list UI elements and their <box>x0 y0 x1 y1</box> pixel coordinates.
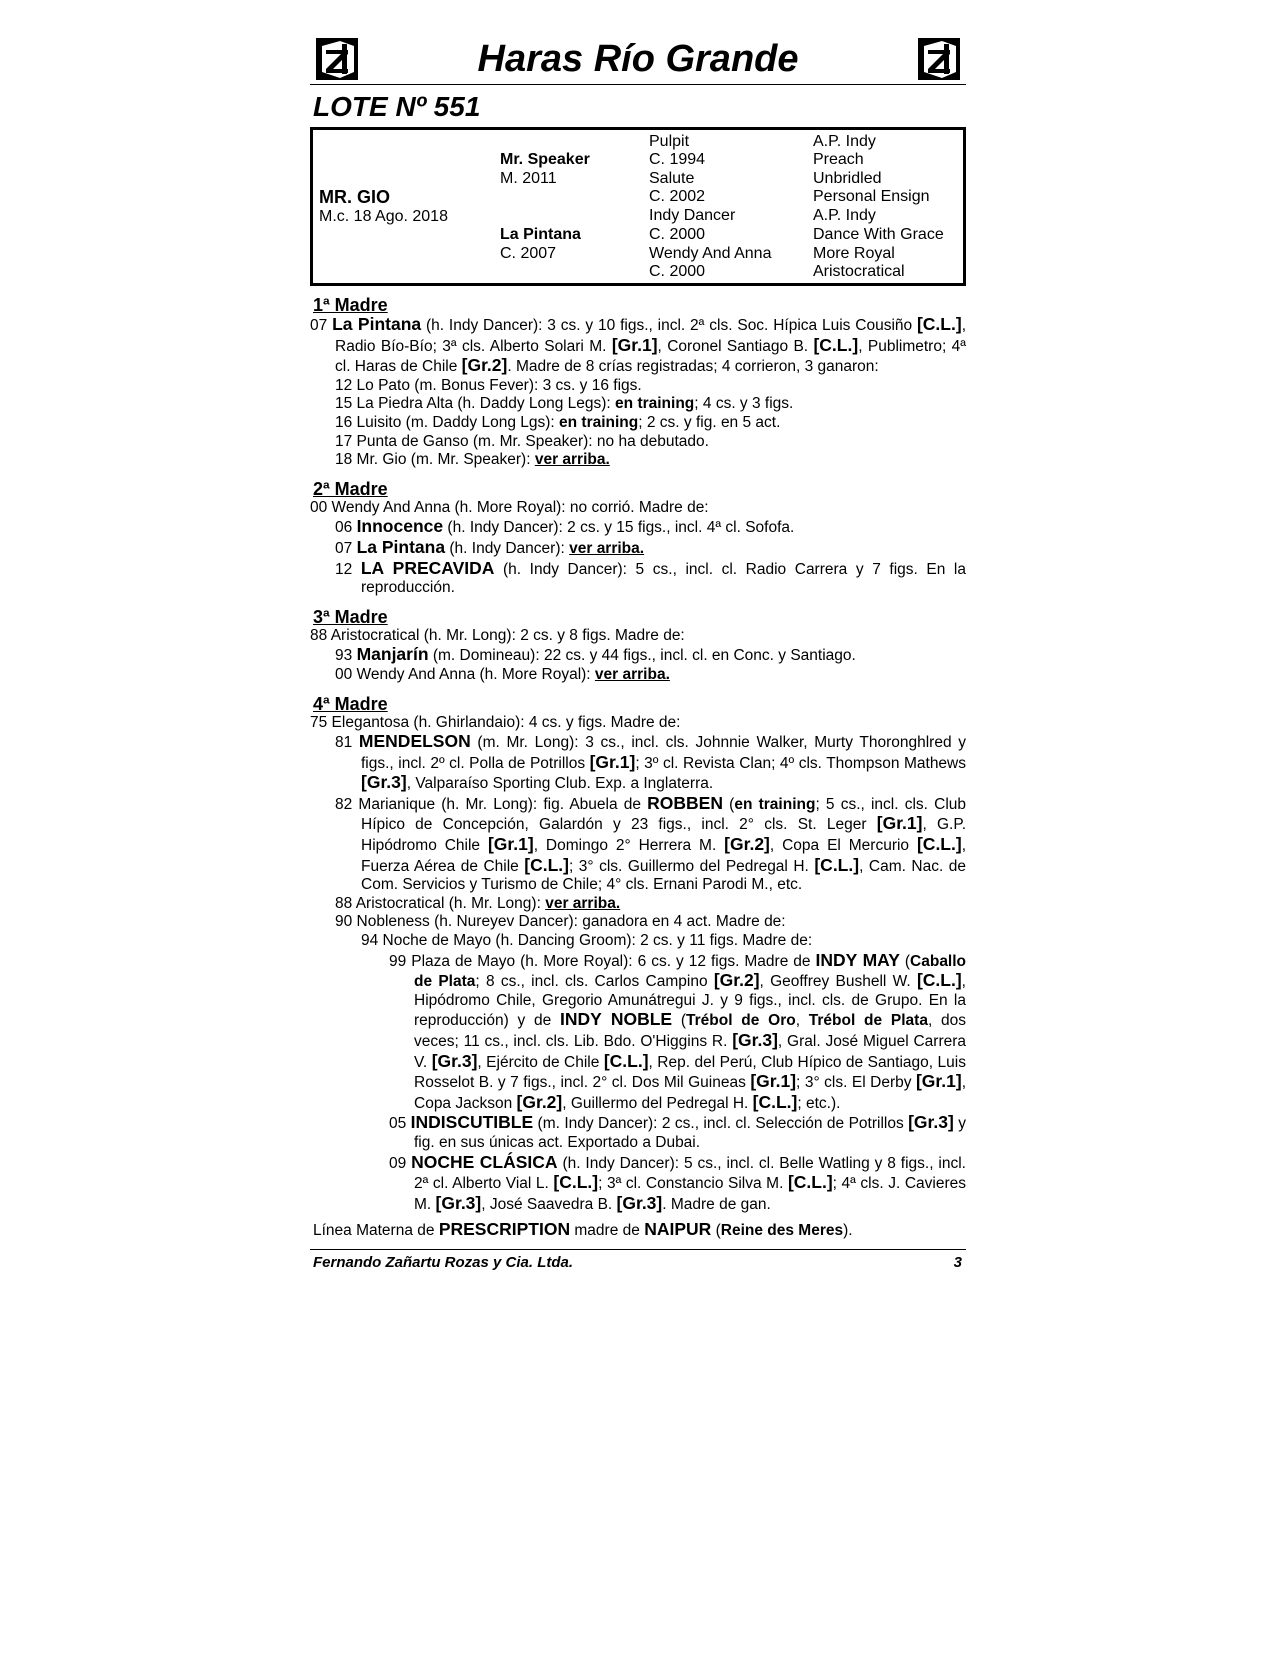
page-title: Haras Río Grande <box>477 38 799 80</box>
offspring-entry: 18 Mr. Gio (m. Mr. Speaker): ver arriba. <box>335 451 610 469</box>
ped-gen2: Pulpit <box>649 133 690 150</box>
section-fourth-dam <box>310 694 966 1215</box>
grand-offspring-entry: 94 Noche de Mayo (h. Dancing Groom): 2 cs. y 11 figs. Madre de: <box>361 932 813 950</box>
page-number: 3 <box>953 1253 962 1271</box>
dam-info: C. 2007 <box>500 245 557 262</box>
ped-gen2: C. 2000 <box>649 263 706 280</box>
section-heading: 4ª Madre <box>313 693 388 714</box>
offspring-entry: 07 La Pintana (h. Indy Dancer): ver arriba. <box>335 536 645 557</box>
maternal-line: Línea Materna de PRESCRIPTION madre de NAIPUR (Reine des Meres). <box>313 1219 853 1240</box>
great-grand-offspring-entry: 99 Plaza de Mayo (h. More Royal): 6 cs. y 12 figs. Madre de INDY MAY (Caballo de Plata; 8 cs., incl. cls. Carlos Campino [Gr.2], Geoffrey Bushell W. [C.L.], Hipódromo Chile, Gregorio Amunátregui J. y 9 figs., incl. cls. de Grupo. En la reproducción) y de INDY NOBLE (Trébol de Oro, Trébol de Plata, dos veces; 11 cs., incl. cls. Lib. Bdo. O'Higgins R. [Gr.3], Gral. José Miguel Carrera V. [Gr.3], Ejército de Chile [C.L.], Rep. del Perú, Club Hípico de Santiago, Luis Rosselot B. y 7 figs., incl. 2° cl. Dos Mil Guineas [Gr.1]; 3° cls. El Derby [Gr.1], Copa Jackson [Gr.2], Guillermo del Pedregal H. [C.L.]; etc.). <box>389 949 967 1112</box>
ped-gen3: More Royal <box>813 245 895 262</box>
ped-gen3: Aristocratical <box>813 263 905 280</box>
offspring-entry: 12 LA PRECAVIDA (h. Indy Dancer): 5 cs., incl. cl. Radio Carrera y 7 figs. En la reproducción. <box>335 557 967 597</box>
catalog-page <box>310 34 966 1274</box>
offspring-entry: 90 Nobleness (h. Nureyev Dancer): ganadora en 4 act. Madre de: <box>335 913 786 931</box>
offspring-entry: 93 Manjarín (m. Domineau): 22 cs. y 44 figs., incl. cl. en Conc. y Santiago. <box>335 644 856 665</box>
section-first-dam <box>310 295 966 470</box>
offspring-entry: 88 Aristocratical (h. Mr. Long): ver arriba. <box>335 894 621 912</box>
ped-gen3: Preach <box>813 151 864 168</box>
dam-name: La Pintana <box>500 226 581 243</box>
section-second-dam <box>310 479 966 598</box>
ped-gen3: Personal Ensign <box>813 188 930 205</box>
great-grand-offspring-entry: 09 NOCHE CLÁSICA (h. Indy Dancer): 5 cs., incl. cl. Belle Watling y 8 figs., incl. 2ª cl. Alberto Vial L. [C.L.]; 3ª cl. Constancio Silva M. [C.L.]; 4ª cls. J. Cavieres M. [Gr.3], José Saavedra B. [Gr.3]. Madre de gan. <box>389 1151 966 1213</box>
offspring-entry: 82 Marianique (h. Mr. Long): fig. Abuela de ROBBEN (en training; 5 cs., incl. cls. Club Hípico de Concepción, Galardón y 23 figs., incl. 2° cls. St. Leger [Gr.1], G.P. Hipódromo Chile [Gr.1], Domingo 2° Herrera M. [Gr.2], Copa El Mercurio [C.L.], Fuerza Aérea de Chile [C.L.]; 3° cls. Guillermo del Pedregal H. [C.L.], Cam. Nac. de Com. Servicios y Turismo de Chile; 4° cls. Ernani Parodi M., etc. <box>335 792 967 894</box>
ped-gen3: A.P. Indy <box>813 133 876 150</box>
company-name: Fernando Zañartu Rozas y Cia. Ltda. <box>313 1253 574 1271</box>
offspring-entry: 16 Luisito (m. Daddy Long Lgs): en training; 2 cs. y fig. en 5 act. <box>335 413 781 431</box>
z-monogram-logo <box>916 36 962 82</box>
offspring-entry: 17 Punta de Ganso (m. Mr. Speaker): no ha debutado. <box>335 432 709 450</box>
horse-name: MR. GIO <box>319 187 390 207</box>
offspring-entry: 12 Lo Pato (m. Bonus Fever): 3 cs. y 16 figs. <box>335 376 642 394</box>
ped-gen2: Wendy And Anna <box>649 245 772 262</box>
ped-gen2: C. 2000 <box>649 226 706 243</box>
dam-entry: 88 Aristocratical (h. Mr. Long): 2 cs. y 8 figs. Madre de: <box>310 626 685 644</box>
sire-info: M. 2011 <box>500 170 557 187</box>
dam-entry: 75 Elegantosa (h. Ghirlandaio): 4 cs. y figs. Madre de: <box>310 713 681 731</box>
offspring-entry: 06 Innocence (h. Indy Dancer): 2 cs. y 15 figs., incl. 4ª cl. Sofofa. <box>335 516 795 537</box>
page-footer <box>310 1249 966 1274</box>
dam-entry: 00 Wendy And Anna (h. More Royal): no corrió. Madre de: <box>310 498 709 516</box>
section-heading: 1ª Madre <box>313 295 388 315</box>
offspring-entry: 00 Wendy And Anna (h. More Royal): ver arriba. <box>335 665 670 683</box>
dam-entry: 07 La Pintana (h. Indy Dancer): 3 cs. y 10 figs., incl. 2ª cls. Soc. Hípica Luis Cousiño [C.L.], Radio Bío-Bío; 3ª cls. Alberto Solari M. [Gr.1], Coronel Santiago B. [C.L.], Publimetro; 4ª cl. Haras de Chile [Gr.2]. Madre de 8 crías registradas; 4 corrieron, 3 ganaron: <box>310 314 966 376</box>
section-third-dam <box>310 607 966 685</box>
ped-gen2: C. 2002 <box>649 188 706 205</box>
ped-gen3: Unbridled <box>813 170 882 187</box>
lot-number: LOTE Nº 551 <box>313 91 481 122</box>
page-header <box>310 34 966 85</box>
ped-gen3: Dance With Grace <box>813 226 944 243</box>
section-heading: 3ª Madre <box>313 606 388 627</box>
sire-name: Mr. Speaker <box>500 151 590 168</box>
ped-gen2: C. 1994 <box>649 151 706 168</box>
pedigree-table <box>310 127 966 286</box>
offspring-entry: 81 MENDELSON (m. Mr. Long): 3 cs., incl. cls. Johnnie Walker, Murty Thoronghlred y figs., incl. 2º cl. Polla de Potrillos [Gr.1]; 3º cl. Revista Clan; 4º cls. Thompson Mathews [Gr.3], Valparaíso Sporting Club. Exp. a Inglaterra. <box>335 731 966 793</box>
ped-gen2: Salute <box>649 170 695 187</box>
section-heading: 2ª Madre <box>313 478 388 499</box>
ped-gen3: A.P. Indy <box>813 207 876 224</box>
offspring-entry: 15 La Piedra Alta (h. Daddy Long Legs): en training; 4 cs. y 3 figs. <box>335 395 794 413</box>
great-grand-offspring-entry: 05 INDISCUTIBLE (m. Indy Dancer): 2 cs., incl. cl. Selección de Potrillos [Gr.3] y fig. en sus únicas act. Exportado a Dubai. <box>389 1112 966 1151</box>
ped-gen2: Indy Dancer <box>649 207 736 224</box>
horse-info: M.c. 18 Ago. 2018 <box>319 208 448 225</box>
